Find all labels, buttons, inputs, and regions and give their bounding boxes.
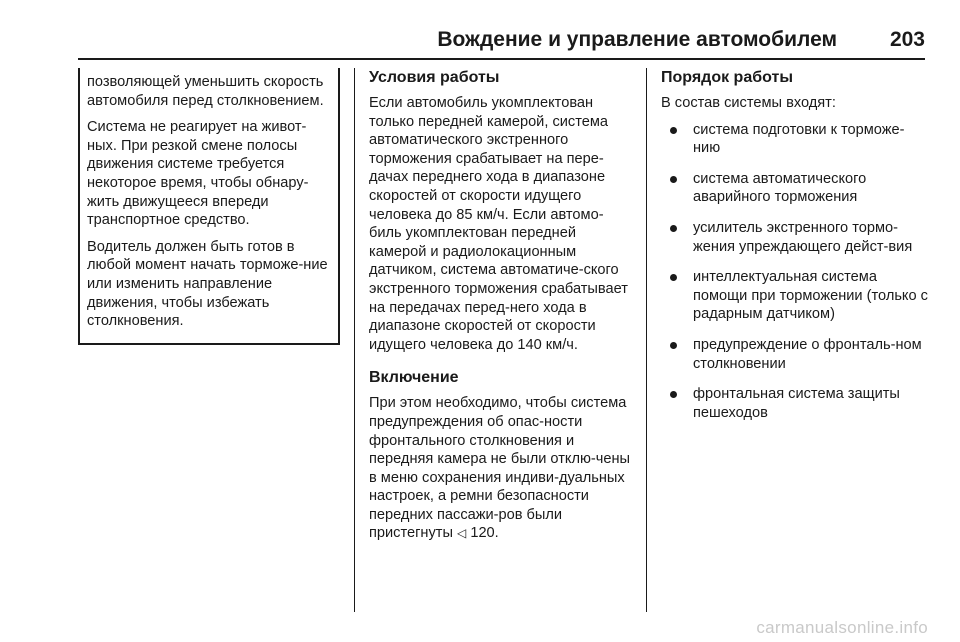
list-item: усилитель экстренного тормо-жения упреждающего дейст-вия xyxy=(661,219,931,256)
right-column xyxy=(661,68,931,434)
section-heading-conditions: Условия работы xyxy=(369,69,500,86)
list-item: система подготовки к торможе-нию xyxy=(661,121,931,158)
components-list xyxy=(661,121,931,423)
page-header xyxy=(78,24,925,60)
bullet-icon xyxy=(670,391,677,398)
section-heading-operation: Порядок работы xyxy=(661,69,793,86)
activation-text: При этом необходимо, чтобы система предупреждения об опас-ности фронтального столкновения и передняя камера не были отклю-чены в меню сохранения индиви-дуальных настроек, а ремни безопасности передних пассажи-ров были пристегнуты xyxy=(369,395,631,542)
page-reference-link[interactable]: 120. xyxy=(470,525,499,542)
caution-paragraph-1: позволяющей уменьшить скорость автомобиля перед столкновением. xyxy=(87,74,324,109)
bullet-icon xyxy=(670,127,677,134)
page-number: 203 xyxy=(889,28,925,51)
bullet-icon xyxy=(670,225,677,232)
column-divider-2 xyxy=(646,68,647,612)
list-item: система автоматического аварийного торможения xyxy=(661,170,931,207)
bullet-icon xyxy=(670,342,677,349)
bullet-icon xyxy=(670,274,677,281)
header-rule xyxy=(78,58,925,60)
components-intro: В состав системы входят: xyxy=(661,95,836,111)
caution-box xyxy=(78,68,340,345)
watermark: carmanualsonline.info xyxy=(756,618,928,637)
column-divider-1 xyxy=(354,68,355,612)
page-title: Вождение и управление автомобилем xyxy=(437,28,837,51)
caution-paragraph-2: Система не реагирует на живот-ных. При резкой смене полосы движения системе требуется некоторое время, чтобы обнару-жить движущееся впереди транспортное средство. xyxy=(87,119,309,229)
activation-paragraph xyxy=(369,394,633,543)
list-item: фронтальная система защиты пешеходов xyxy=(661,385,931,422)
conditions-paragraph: Если автомобиль укомплектован только передней камерой, система автоматического экстренного торможения срабатывает на пере-дачах переднего хода в диапазоне скоростей от скорости идущего человека до 85 км/ч. Если автомо-биль укомплектован передней камерой и радиолокационным датчиком, система автоматиче-ского экстренного торможения срабатывает на передачах перед-него хода в диапазоне скоростей от скорости идущего человека до 140 км/ч. xyxy=(369,95,628,353)
middle-column xyxy=(369,68,633,551)
caution-paragraph-3: Водитель должен быть готов в любой момент начать торможе-ние или изменить направление движения, чтобы избежать столкновения. xyxy=(87,238,328,330)
section-heading-activation: Включение xyxy=(369,369,459,387)
bullet-icon xyxy=(670,176,677,183)
list-item: предупреждение о фронталь-ном столкновении xyxy=(661,336,931,373)
page-reference-icon: ◁ xyxy=(457,526,467,541)
list-item: интеллектуальная система помощи при торможении (только с радарным датчиком) xyxy=(661,268,931,324)
